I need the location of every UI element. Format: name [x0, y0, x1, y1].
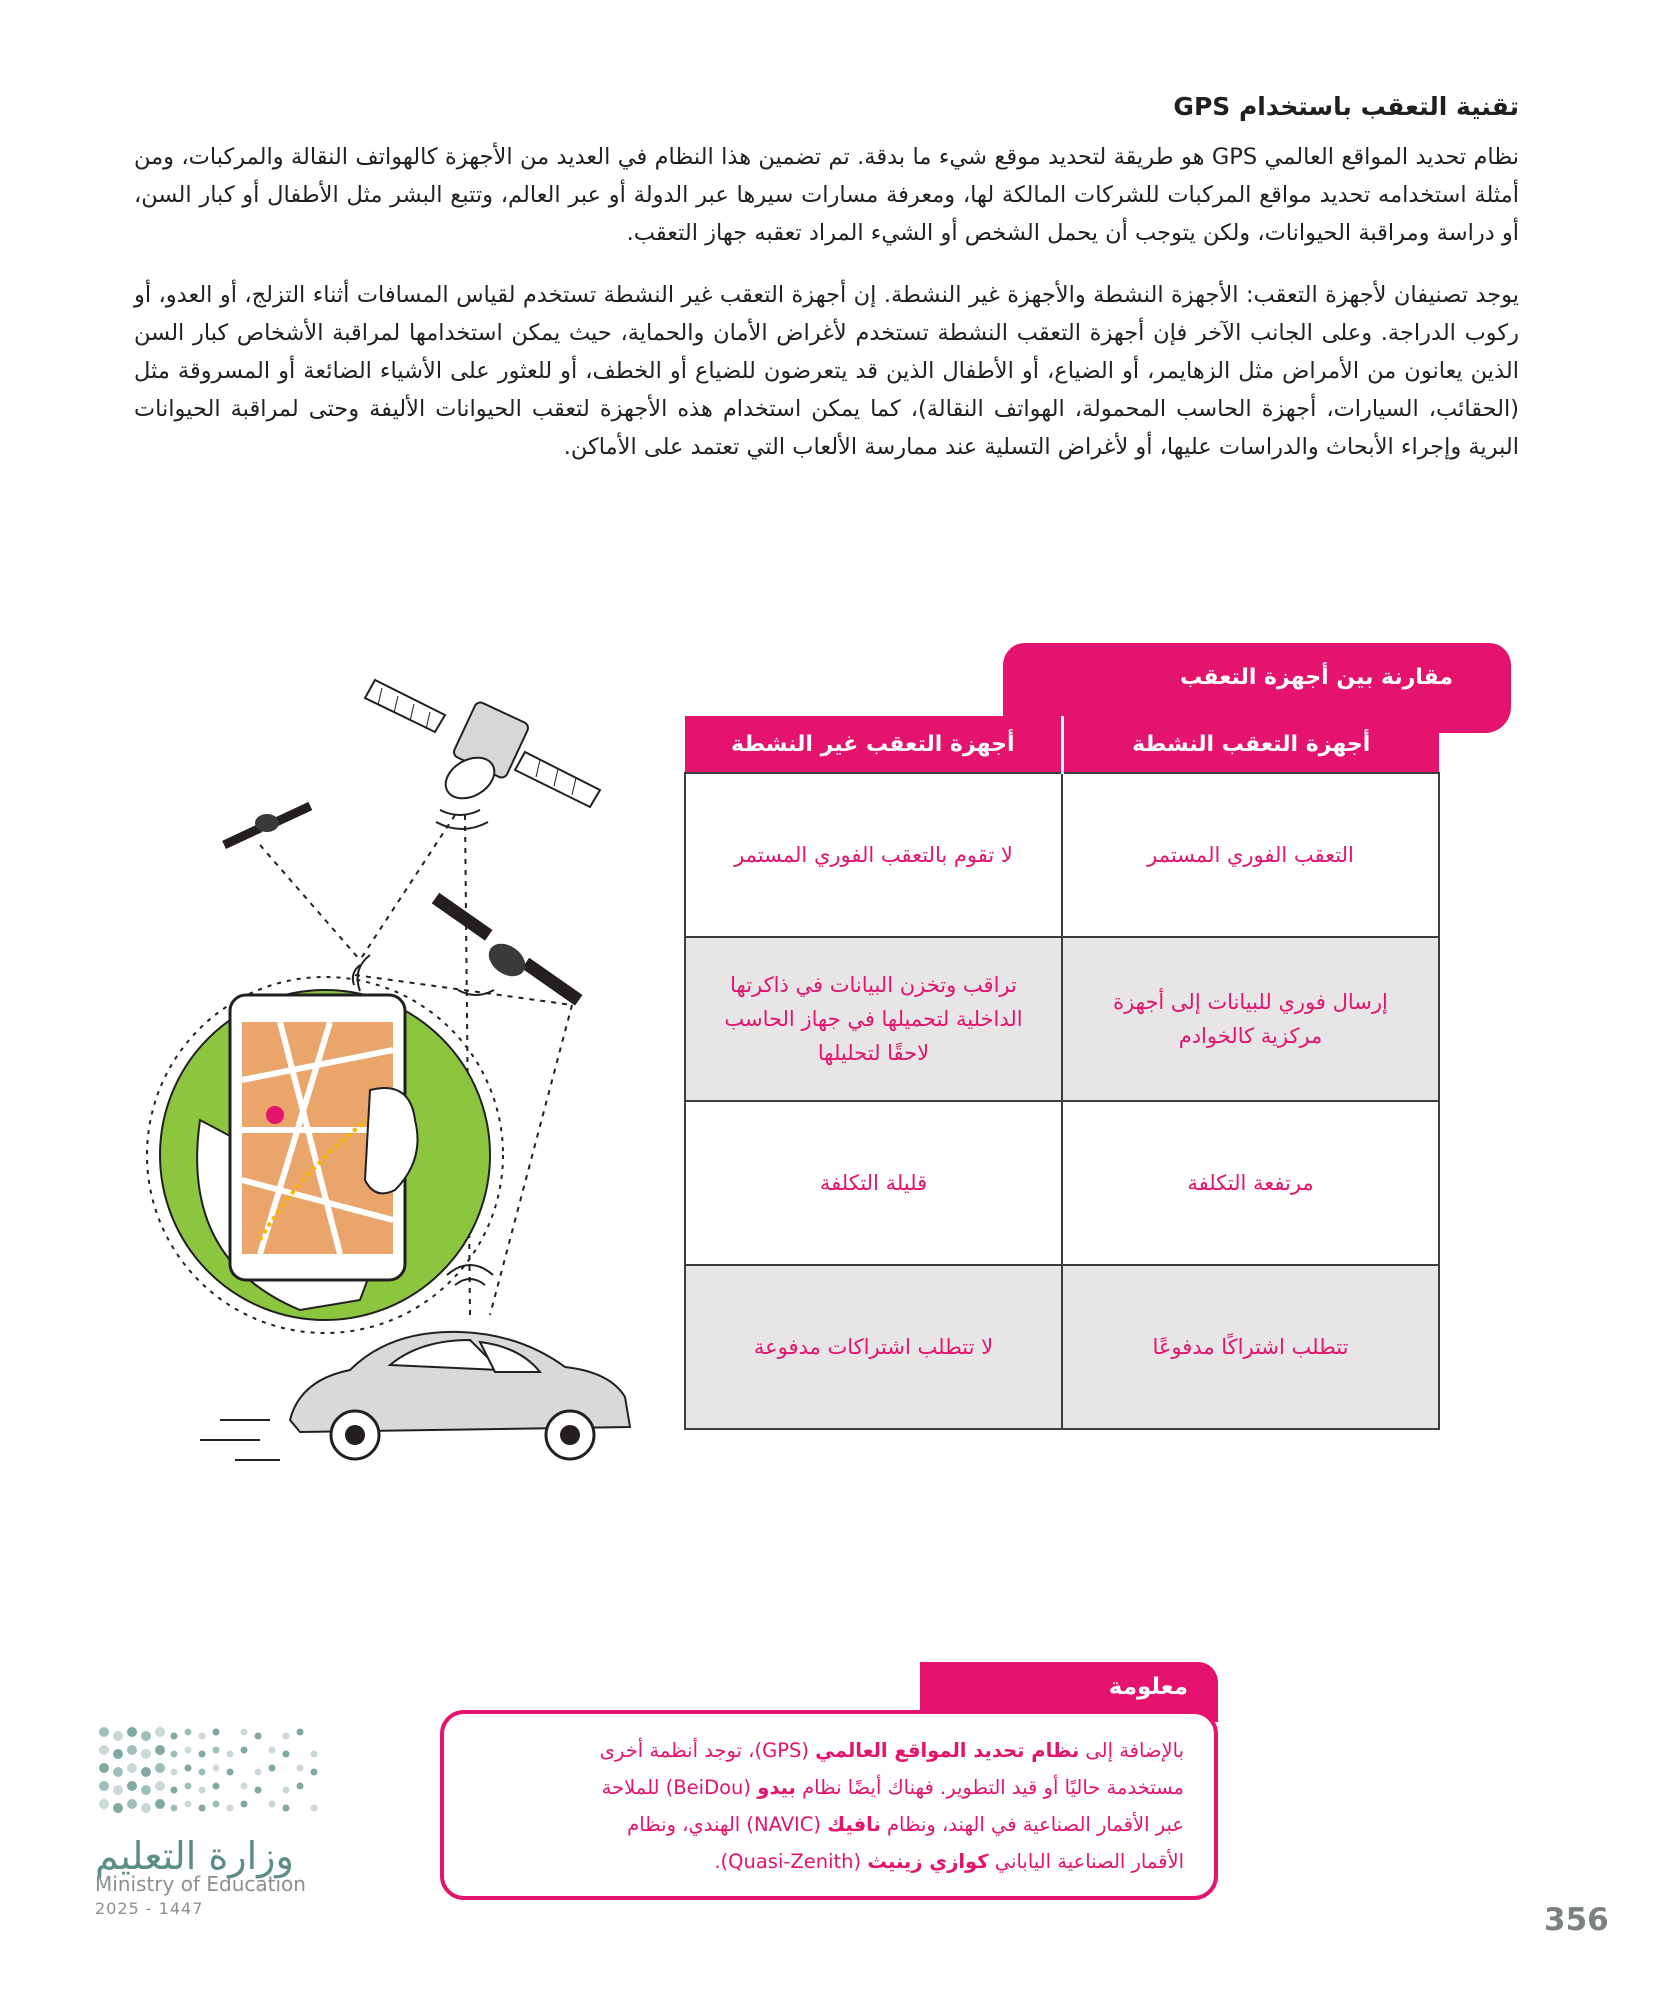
info-line: الأقمار الصناعية الياباني كوازي زينيث (Quasi-Zenith).	[714, 1850, 1184, 1873]
page-number: 356	[1544, 1902, 1609, 1938]
info-line: مستخدمة حاليًا أو قيد التطوير. فهناك أيضًا نظام بيدو (BeiDou) للملاحة	[601, 1776, 1184, 1799]
table-cell-passive: تراقب وتخزن البيانات في ذاكرتها الداخلية لتحميلها في جهاز الحاسب لاحقًا لتحليلها	[685, 937, 1062, 1101]
table-row	[685, 1265, 1439, 1429]
info-line: عبر الأقمار الصناعية في الهند، ونظام نافيك (NAVIC) الهندي، ونظام	[627, 1813, 1184, 1836]
table-cell-passive: لا تقوم بالتعقب الفوري المستمر	[685, 773, 1062, 937]
table-cell-active: التعقب الفوري المستمر	[1062, 773, 1439, 937]
phone-map-icon	[147, 955, 503, 1333]
ministry-name-en: Ministry of Education	[95, 1872, 306, 1896]
paragraph-tracker-types: يوجد تصنيفان لأجهزة التعقب: الأجهزة النشطة والأجهزة غير النشطة. إن أجهزة التعقب غير النشطة تستخدم لقياس المسافات أثناء التزلج، أو العدو، أو ركوب الدراجة. وعلى الجانب الآخر فإن أجهزة التعقب النشطة تستخدم لأغراض الأمان والحماية، حيث يمكن استخدامها لمراقبة الأشخاص كبار السن الذين يعانون من الأمراض مثل الزهايمر، أو الضياع، أو الأطفال الذين قد يتعرضون للضياع أو الخطف، أو للعثور على الأشياء الضائعة أو المسروقة مثل (الحقائب، السيارات، أجهزة الحاسب المحمولة، الهواتف النقالة)، كما يمكن استخدام هذه الأجهزة لتعقب الحيوانات الأليفة وحتى لمراقبة الحيوانات البرية وإجراء الأبحاث والدراسات عليها، أو لأغراض التسلية عند ممارسة الألعاب التي تعتمد على الأماكن.	[134, 282, 1519, 460]
section-title: تقنية التعقب باستخدام GPS	[1173, 92, 1519, 121]
table-cell-active: إرسال فوري للبيانات إلى أجهزة مركزية كالخوادم	[1062, 937, 1439, 1101]
ministry-logo-icon	[94, 1720, 334, 1830]
comparison-title: مقارنة بين أجهزة التعقب	[1180, 665, 1453, 690]
table-cell-active: مرتفعة التكلفة	[1062, 1101, 1439, 1265]
table-cell-passive: قليلة التكلفة	[685, 1101, 1062, 1265]
info-text	[468, 1732, 1184, 1880]
satellite-small-icon	[222, 802, 312, 849]
satellite-main-icon	[365, 680, 600, 829]
info-heading: معلومة	[1108, 1674, 1188, 1700]
header-passive-trackers: أجهزة التعقب غير النشطة	[685, 716, 1062, 773]
gps-tracking-illustration	[140, 660, 680, 1470]
table-row	[685, 1101, 1439, 1265]
ministry-name-ar: وزارة التعليم	[95, 1834, 294, 1878]
table-cell-active: تتطلب اشتراكًا مدفوعًا	[1062, 1265, 1439, 1429]
comparison-table	[684, 716, 1440, 1430]
table-cell-passive: لا تتطلب اشتراكات مدفوعة	[685, 1265, 1062, 1429]
ministry-year: 2025 - 1447	[95, 1899, 204, 1918]
paragraph-gps-intro: نظام تحديد المواقع العالمي GPS هو طريقة لتحديد موقع شيء ما بدقة. تم تضمين هذا النظام في العديد من الأجهزة كالهواتف النقالة والمركبات، ومن أمثلة استخدامه تحديد مواقع المركبات للشركات المالكة لها، ومعرفة مسارات سيرها عبر الدولة أو عبر العالم، وتتبع البشر مثل الأطفال أو كبار السن، أو دراسة ومراقبة الحيوانات، ولكن يتوجب أن يحمل الشخص أو الشيء المراد تعقبه جهاز التعقب.	[134, 144, 1520, 246]
info-line: بالإضافة إلى نظام تحديد المواقع العالمي (GPS)، توجد أنظمة أخرى	[599, 1739, 1184, 1762]
table-row	[685, 773, 1439, 937]
info-box	[440, 1710, 1218, 1900]
table-row	[685, 937, 1439, 1101]
header-active-trackers: أجهزة التعقب النشطة	[1062, 716, 1439, 773]
